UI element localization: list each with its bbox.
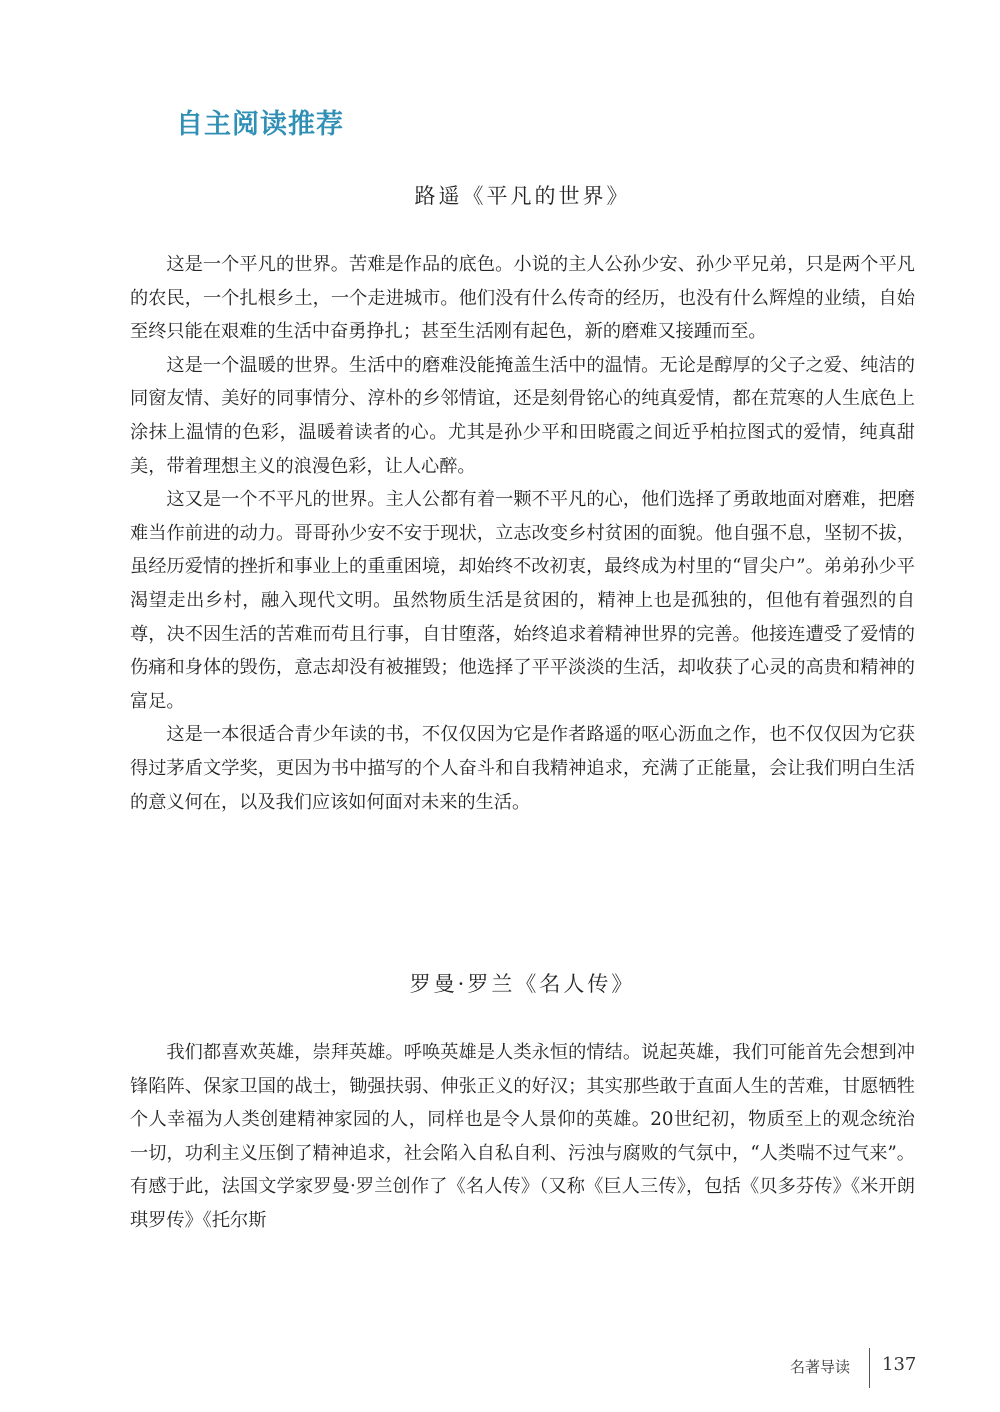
page-number: 137: [882, 1354, 917, 1375]
book-title-ordinary-world: 路遥《平凡的世界》: [414, 184, 631, 208]
paragraph: 这是一个平凡的世界。苦难是作品的底色。小说的主人公孙少安、孙少平兄弟，只是两个平凡的农民，一个扎根乡土，一个走进城市。他们没有什么传奇的经历，也没有什么辉煌的业绩，自始至终只能在艰难的生活中奋勇挣扎；甚至生活刚有起色，新的磨难又接踵而至。: [130, 254, 915, 343]
footer-divider: [869, 1348, 870, 1388]
footer-section-label: 名著导读: [789, 1358, 850, 1376]
paragraph: 这又是一个不平凡的世界。主人公都有着一颗不平凡的心，他们选择了勇敢地面对磨难，把磨难当作前进的动力。哥哥孙少安不安于现状，立志改变乡村贫困的面貌。他自强不息，坚韧不拔，虽经历爱情的挫折和事业上的重重困境，却始终不改初衷，最终成为村里的“冒尖户”。弟弟孙少平渴望走出乡村，融入现代文明。虽然物质生活是贫困的，精神上也是孤独的，但他有着强烈的自尊，决不因生活的苦难而苟且行事，自甘堕落，始终追求着精神世界的完善。他接连遭受了爱情的伤痛和身体的毁伤，意志却没有被摧毁；他选择了平平淡淡的生活，却收获了心灵的高贵和精神的富足。: [130, 489, 915, 712]
section-heading: 自主阅读推荐: [176, 109, 344, 140]
paragraph: 这是一本很适合青少年读的书，不仅仅因为它是作者路遥的呕心沥血之作，也不仅仅因为它获得过茅盾文学奖，更因为书中描写的个人奋斗和自我精神追求，充满了正能量，会让我们明白生活的意义何在，以及我们应该如何面对未来的生活。: [130, 724, 915, 813]
paragraph: 我们都喜欢英雄，崇拜英雄。呼唤英雄是人类永恒的情结。说起英雄，我们可能首先会想到冲锋陷阵、保家卫国的战士，锄强扶弱、伸张正义的好汉；其实那些敢于直面人生的苦难，甘愿牺牲个人幸福为人类创建精神家园的人，同样也是令人景仰的英雄。20世纪初，物质至上的观念统治一切，功利主义压倒了精神追求，社会陷入自私自利、污浊与腐败的气氛中，“人类喘不过气来”。有感于此，法国文学家罗曼·罗兰创作了《名人传》（又称《巨人三传》，包括《贝多芬传》《米开朗琪罗传》《托尔斯: [130, 1042, 915, 1231]
paragraph: 这是一个温暖的世界。生活中的磨难没能掩盖生活中的温情。无论是醇厚的父子之爱、纯洁的同窗友情、美好的同事情分、淳朴的乡邻情谊，还是刻骨铭心的纯真爱情，都在荒寒的人生底色上涂抹上温情的色彩，温暖着读者的心。尤其是孙少平和田晓霞之间近乎柏拉图式的爱情，纯真甜美，带着理想主义的浪漫色彩，让人心醉。: [130, 354, 915, 477]
book-title-famous-lives: 罗曼·罗兰《名人传》: [409, 972, 636, 996]
article-famous-lives: [130, 1036, 915, 1238]
article-ordinary-world: [130, 248, 915, 819]
